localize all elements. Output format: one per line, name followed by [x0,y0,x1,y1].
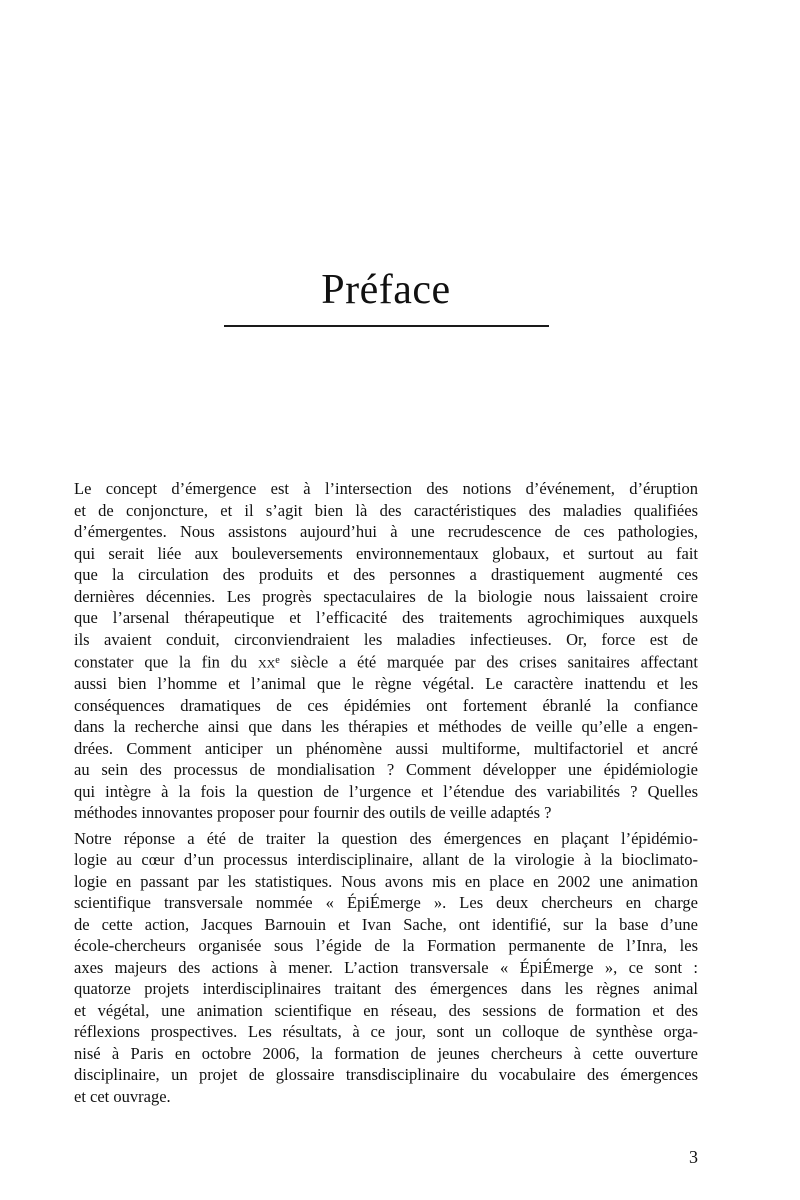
text-line: Notre réponse a été de traiter la question des émergences en plaçant l’épidémio- [74,828,698,848]
text-line [74,650,698,673]
text-line: logie en passant par les statistiques. Nous avons mis en place en 2002 une animation [74,871,698,891]
page-title: Préface [321,267,451,313]
text-line: de cette action, Jacques Barnouin et Ivan Sache, ont identifié, sur la base d’une [74,914,698,934]
text-line: drées. Comment anticiper un phénomène aussi multiforme, multifactoriel et ancré [74,738,698,758]
text-line: logie au cœur d’un processus interdisciplinaire, allant de la virologie à la bioclimato- [74,850,698,870]
paragraph [74,828,698,1108]
text-line: disciplinaire, un projet de glossaire transdisciplinaire du vocabulaire des émergences [74,1065,698,1085]
preface-body [74,478,698,1107]
text-line: ils avaient conduit, circonviendraient les maladies infectieuses. Or, force est de [74,629,698,649]
text-line: scientifique transversale nommée « ÉpiÉmerge ». Les deux chercheurs en charge [74,893,698,913]
text-line: aussi bien l’homme et l’animal que le règne végétal. Le caractère inattendu et les [74,674,698,694]
text-line: au sein des processus de mondialisation ? Comment développer une épidémiologie [74,760,698,780]
text-line: et cet ouvrage. [74,1086,171,1106]
text-line: conséquences dramatiques de ces épidémies ont fortement ébranlé la confiance [74,695,698,715]
text-line: d’émergentes. Nous assistons aujourd’hui à une recrudescence de ces pathologies, [74,522,698,541]
styled-text-smallcaps: xx [257,652,276,672]
page-number: 3 [689,1147,698,1167]
text-line: que l’arsenal thérapeutique et l’efficacité des traitements agrochimiques auxquels [74,608,698,627]
title-rule [224,325,549,327]
text-line: nisé à Paris en octobre 2006, la formation de jeunes chercheurs à cette ouverture [74,1043,698,1063]
text-segment: siècle a été marquée par des crises sanitaires affectant [279,652,698,672]
text-line: quatorze projets interdisciplinaires traitant des émergences dans les règnes animal [74,979,698,999]
text-line: qui serait liée aux bouleversements environnementaux globaux, et surtout au fait [74,543,698,563]
text-line: école-chercheurs organisée sous l’égide de la Formation permanente de l’Inra, les [74,936,698,956]
text-line: axes majeurs des actions à mener. L’action transversale « ÉpiÉmerge », ce sont : [74,957,698,977]
text-line: réflexions prospectives. Les résultats, à ce jour, sont un colloque de synthèse orga- [74,1022,698,1042]
text-line: et végétal, une animation scientifique en réseau, des sessions de formation et des [74,1000,698,1020]
text-line: dans la recherche ainsi que dans les thérapies et méthodes de veille qu’elle a engen- [74,717,698,737]
chapter-header [74,268,698,327]
styled-text-superscript: e [275,655,280,666]
text-line: dernières décennies. Les progrès spectaculaires de la biologie nous laissaient croire [74,586,698,606]
text-line: et de conjoncture, et il s’agit bien là des caractéristiques des maladies qualifiées [74,500,698,520]
text-segment: constater que la fin du [74,652,258,672]
paragraph [74,478,698,824]
text-line: méthodes innovantes proposer pour fournir des outils de veille adaptés ? [74,803,552,823]
text-line: qui intègre à la fois la question de l’urgence et l’étendue des variabilités ? Quelles [74,781,698,801]
text-line: que la circulation des produits et des personnes a drastiquement augmenté ces [74,565,698,584]
text-line: Le concept d’émergence est à l’intersection des notions d’événement, d’éruption [74,479,698,498]
